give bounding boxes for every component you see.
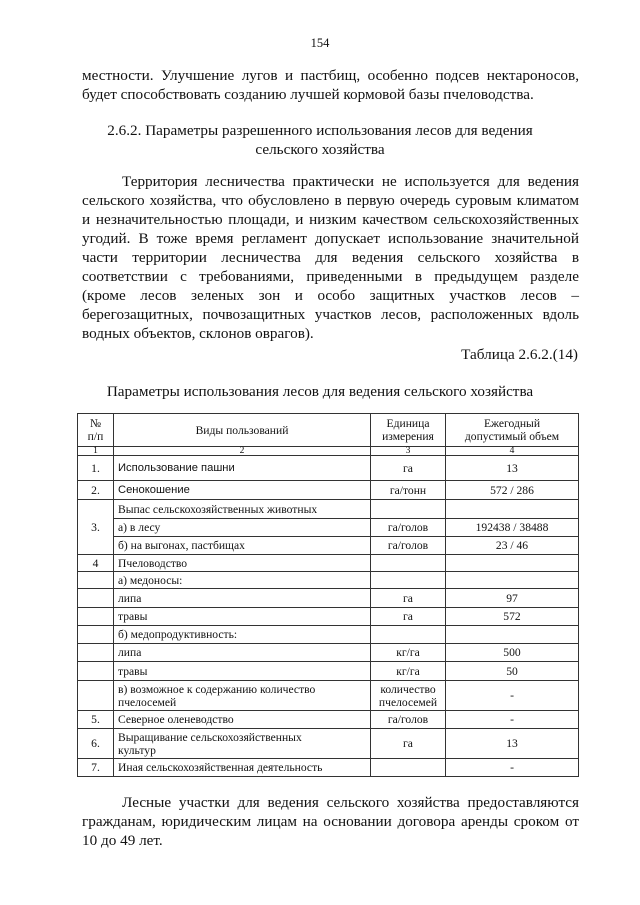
row-unit: га (371, 608, 446, 626)
intro-paragraph (82, 66, 579, 104)
row-volume: 13 (446, 456, 579, 481)
row-unit: га (371, 456, 446, 481)
row-kind: Выращивание сельскохозяйственных культур (114, 729, 371, 759)
table-row (78, 681, 579, 711)
table-row (78, 519, 579, 537)
row-kind: в) возможное к содержанию количество пчелосемей (114, 681, 371, 711)
row-volume: 192438 / 38488 (446, 519, 579, 537)
row-num: 4 (78, 555, 114, 572)
table-row (78, 608, 579, 626)
row-num: 3. (78, 500, 114, 555)
row-num (78, 589, 114, 608)
table-row (78, 711, 579, 729)
paragraph-line: 10 до 49 лет. (82, 832, 163, 849)
table-row (78, 481, 579, 500)
parameters-table (77, 413, 579, 777)
table-row (78, 589, 579, 608)
closing-paragraph (82, 793, 579, 850)
index-cell: 4 (446, 447, 579, 456)
table-row (78, 555, 579, 572)
row-num: 5. (78, 711, 114, 729)
row-volume: 50 (446, 662, 579, 681)
row-kind: Сенокошение (114, 481, 371, 500)
row-num: 7. (78, 759, 114, 777)
row-unit: кг/га (371, 662, 446, 681)
table-row (78, 500, 579, 519)
row-volume (446, 555, 579, 572)
index-cell: 1 (78, 447, 114, 456)
main-paragraph (82, 172, 579, 343)
table-title: Параметры использования лесов для ведения сельского хозяйства (106, 383, 534, 400)
header-kind: Виды пользований (114, 414, 371, 447)
row-num (78, 662, 114, 681)
row-unit (371, 500, 446, 519)
index-cell: 2 (114, 447, 371, 456)
row-unit: га/голов (371, 537, 446, 555)
table-row (78, 626, 579, 644)
table-number: Таблица 2.6.2.(14) (461, 346, 578, 363)
header-volume: Ежегодный допустимый объем (446, 414, 579, 447)
table-row (78, 644, 579, 662)
row-unit: га/тонн (371, 481, 446, 500)
page-number: 154 (310, 36, 330, 50)
row-kind: Использование пашни (114, 456, 371, 481)
row-kind: Иная сельскохозяйственная деятельность (114, 759, 371, 777)
row-unit: га (371, 729, 446, 759)
row-kind: Пчеловодство (114, 555, 371, 572)
row-volume: 572 / 286 (446, 481, 579, 500)
row-unit: га (371, 589, 446, 608)
paragraph-line: сельского хозяйства, что обусловлено в первую очередь суровым климатом (82, 192, 579, 209)
row-num (78, 572, 114, 589)
row-num: 6. (78, 729, 114, 759)
row-unit: количество пчелосемей (371, 681, 446, 711)
paragraph-line: и незначительностью площади, и низким качеством сельскохозяйственных (82, 211, 579, 228)
row-kind: травы (114, 608, 371, 626)
row-volume: 97 (446, 589, 579, 608)
header-unit: Единица измерения (371, 414, 446, 447)
row-volume (446, 500, 579, 519)
section-heading-line: сельского хозяйства (255, 141, 385, 158)
paragraph-line: гражданам, юридическим лицам на основании договора аренды сроком от (82, 813, 579, 830)
row-kind: Выпас сельскохозяйственных животных (114, 500, 371, 519)
row-kind: а) медоносы: (114, 572, 371, 589)
paragraph-line: Лесные участки для ведения сельского хозяйства предоставляются (122, 794, 579, 811)
row-kind: Северное оленеводство (114, 711, 371, 729)
paragraph-line: местности. Улучшение лугов и пастбищ, особенно подсев нектароносов, (82, 67, 579, 84)
table-row (78, 572, 579, 589)
header-num: № п/п (78, 414, 114, 447)
table-index-row (78, 447, 579, 456)
row-kind: липа (114, 589, 371, 608)
row-unit (371, 626, 446, 644)
section-heading (0, 121, 640, 159)
row-volume (446, 626, 579, 644)
index-cell: 3 (371, 447, 446, 456)
paragraph-line: Территория лесничества практически не используется для ведения (122, 173, 579, 190)
paragraph-line: водных объектов, склонов оврагов). (82, 325, 314, 342)
table-header-row (78, 414, 579, 447)
paragraph-line: будет способствовать созданию лучшей кормовой базы пчеловодства. (82, 86, 534, 103)
row-unit (371, 572, 446, 589)
paragraph-line: угодий. В тоже время регламент допускает использование значительной (82, 230, 579, 247)
row-unit: га/голов (371, 711, 446, 729)
row-volume: 572 (446, 608, 579, 626)
row-volume: - (446, 759, 579, 777)
paragraph-line: части территории лесничества для ведения сельского хозяйства в (82, 249, 579, 266)
row-kind: б) медопродуктивность: (114, 626, 371, 644)
paragraph-line: соответствии с требованиями, приведенными в предыдущем разделе (82, 268, 579, 285)
section-heading-line: 2.6.2. Параметры разрешенного использования лесов для ведения (107, 122, 533, 139)
row-kind: а) в лесу (114, 519, 371, 537)
row-num (78, 608, 114, 626)
table-row (78, 759, 579, 777)
row-num (78, 644, 114, 662)
row-volume: 23 / 46 (446, 537, 579, 555)
row-volume: - (446, 681, 579, 711)
row-num (78, 681, 114, 711)
row-num: 1. (78, 456, 114, 481)
table-row (78, 537, 579, 555)
table-row (78, 456, 579, 481)
table-row (78, 662, 579, 681)
row-volume (446, 572, 579, 589)
paragraph-line: (кроме лесов зеленых зон и особо защитных участков лесов – (82, 287, 579, 304)
row-volume: - (446, 711, 579, 729)
row-volume: 13 (446, 729, 579, 759)
row-unit (371, 555, 446, 572)
row-num: 2. (78, 481, 114, 500)
row-unit (371, 759, 446, 777)
row-num (78, 626, 114, 644)
row-kind: травы (114, 662, 371, 681)
row-kind: б) на выгонах, пастбищах (114, 537, 371, 555)
row-unit: га/голов (371, 519, 446, 537)
paragraph-line: берегозащитных, почвозащитных участков лесов, расположенных вдоль (82, 306, 579, 323)
row-unit: кг/га (371, 644, 446, 662)
row-kind: липа (114, 644, 371, 662)
row-volume: 500 (446, 644, 579, 662)
table-row (78, 729, 579, 759)
